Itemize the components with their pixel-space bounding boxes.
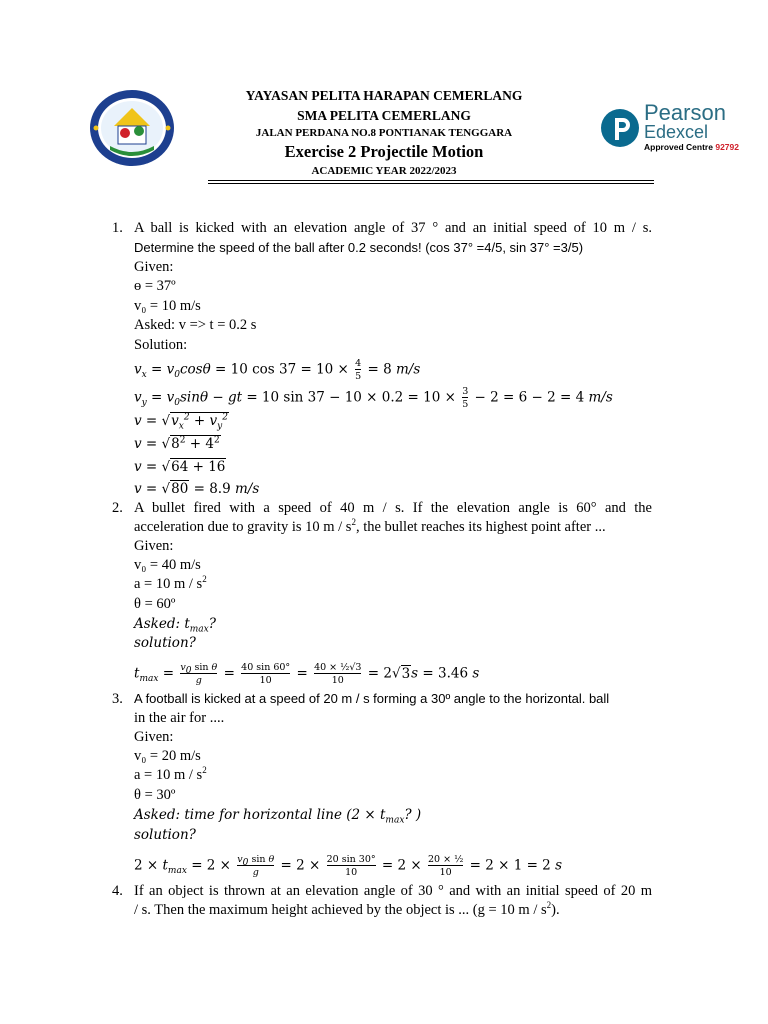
q1-eq-v-formula: $v = √v_x^2 + v_y^2$ — [134, 412, 228, 432]
approved-text: Approved Centre — [644, 142, 713, 152]
q3-asked-tail: ? ) — [404, 807, 422, 823]
q1-eq-vy: $v_y = v_0\sin\theta$ − gt = 10 sin 37 − 10 × 0.2 = 10 × $\frac{3}{5}$ − 2 = 6 − 2 = 4 m/s — [134, 386, 613, 410]
q4-text-line2 — [134, 901, 560, 919]
q3-eq-time: $2 \times t_{max} = 2$ × $\frac{v_0 \sin \theta}{g}$ = 2 × $\frac{20 \sin 30^\circ}{10}$ = 2 × $\frac{\text{20 × ½}}{10}$ = 2 × 1 = 2 s — [134, 854, 562, 878]
q1-eq-vx: $v_x = v_0\cos\theta = 10$ cos 37 = 10 × $\frac{4}{5}$ = 8 m/s — [134, 358, 421, 382]
q1-number: 1. — [112, 220, 123, 236]
q2-asked — [134, 615, 216, 633]
q3-given-label: Given: — [134, 729, 174, 745]
foundation-name: YAYASAN PELITA HARAPAN CEMERLANG — [245, 88, 523, 103]
centre-number: 92792 — [715, 142, 739, 152]
q1-asked: Asked: v => t = 0.2 s — [134, 317, 257, 333]
q2-given-label: Given: — [134, 538, 174, 554]
school-name: SMA PELITA CEMERLANG — [297, 108, 471, 123]
header-rule-bottom — [208, 183, 654, 184]
q1-text-line1: A ball is kicked with an elevation angle of 37 ° and an initial speed of 10 m / s. — [134, 220, 652, 236]
q2-asked-text: Asked: t — [134, 616, 190, 632]
q1-eq-v-result: v = √80 = 8.9 m/s — [134, 481, 260, 497]
academic-year: ACADEMIC YEAR 2022/2023 — [311, 165, 457, 177]
edexcel-wordmark: Edexcel — [644, 122, 709, 142]
q3-accel-sup: 2 — [202, 765, 207, 776]
pearson-wordmark: Pearson — [644, 100, 726, 125]
q1-solution-label: Solution: — [134, 337, 188, 353]
q4-line2-part1: / s. Then the maximum height achieved by the object is ... (g = 10 m / s — [134, 902, 547, 918]
q2-given-speed: v₀ = 40 m/s — [134, 557, 201, 573]
q2-given-angle: θ = 60º — [134, 596, 176, 612]
q2-text-line1: A bullet fired with a speed of 40 m / s. If the elevation angle is 60° and the — [134, 500, 652, 516]
q2-line2-part1: acceleration due to gravity is 10 m / s — [134, 519, 352, 535]
q2-given-accel — [134, 575, 207, 593]
q4-number: 4. — [112, 883, 123, 899]
q2-number: 2. — [112, 500, 123, 516]
q2-asked-tail: ? — [208, 616, 216, 632]
q3-given-accel — [134, 766, 207, 784]
q4-text-line1: If an object is thrown at an elevation angle of 30 ° and with an initial speed of 20 m — [134, 883, 652, 899]
q2-accel-text: a = 10 m / s — [134, 576, 203, 592]
q2-asked-sub: max — [189, 624, 209, 635]
q4-line2-sup: 2 — [546, 900, 552, 911]
page-title: Exercise 2 Projectile Motion — [284, 142, 484, 161]
pearson-edexcel-logo — [600, 100, 768, 160]
q3-solution-label: solution? — [134, 827, 196, 843]
q3-accel-text: a = 10 m / s — [134, 767, 203, 783]
approved-centre-label — [644, 142, 739, 152]
q3-given-angle: θ = 30º — [134, 787, 176, 803]
q2-accel-sup: 2 — [202, 574, 207, 585]
q3-text-line2: in the air for .... — [134, 710, 225, 726]
pearson-p-icon — [600, 106, 640, 150]
q1-text-line2: Determine the speed of the ball after 0.2 seconds! (cos 37° =4/5, sin 37° =3/5) — [134, 240, 584, 255]
q2-line2-sup: 2 — [351, 517, 356, 528]
q2-eq-tmax: $t_{max}$ = $\frac{v_0 \sin \theta}{g}$ = $\frac{40 \sin 60^\circ}{10}$ = $\frac{\text{40 × ½√3}}{10}$ = 2√3s = 3.46 s — [134, 662, 480, 686]
q1-given-angle: ɵ = 37º — [134, 278, 176, 294]
q3-text-line1: A football is kicked at a speed of 20 m / s forming a 30º angle to the horizontal. ball — [134, 691, 610, 706]
q2-text-line2 — [134, 518, 606, 536]
q3-number: 3. — [112, 691, 123, 707]
q2-line2-part2: , the bullet reaches its highest point after ... — [355, 519, 606, 535]
q3-asked-text: Asked: time for horizontal line (2 × t — [134, 807, 386, 823]
school-address: JALAN PERDANA NO.8 PONTIANAK TENGGARA — [255, 127, 513, 139]
q3-asked — [134, 806, 421, 824]
q1-given-speed: v₀ = 10 m/s — [134, 298, 201, 314]
q1-eq-v-sum: v = √64 + 16 — [134, 459, 226, 475]
q3-asked-sub: max — [385, 815, 405, 826]
q4-line2-part2: ). — [551, 902, 560, 918]
header-rule-top — [208, 180, 654, 181]
q1-given-label: Given: — [134, 259, 174, 275]
q3-given-speed: v₀ = 20 m/s — [134, 748, 201, 764]
q2-solution-label: solution? — [134, 635, 196, 651]
q1-eq-v-sub: $v = √8^2 + 4^2$ — [134, 435, 220, 452]
